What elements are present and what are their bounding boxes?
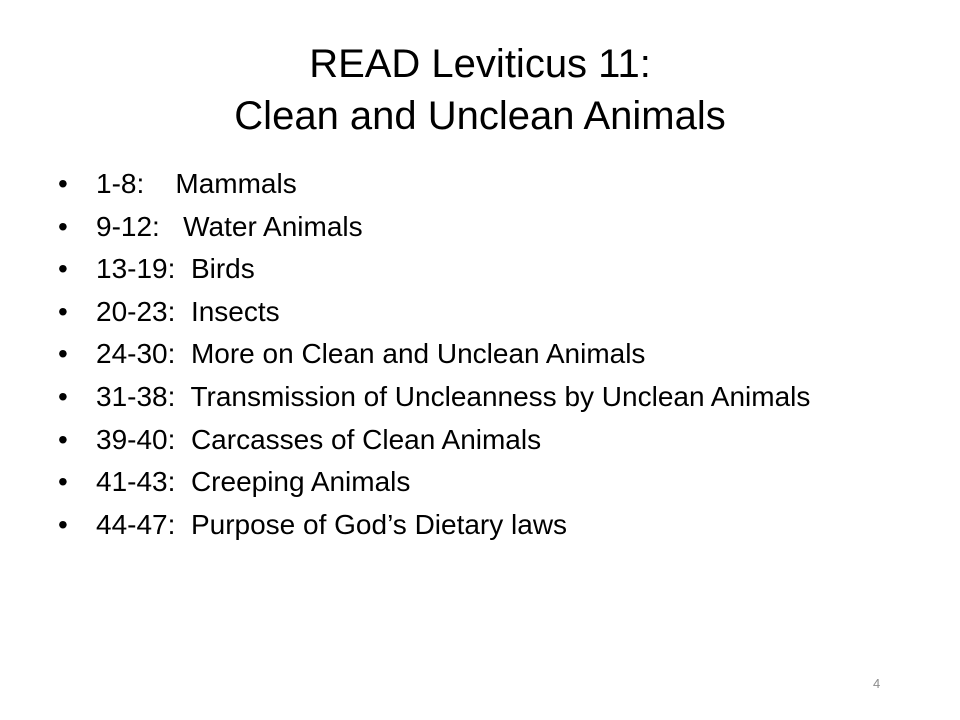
list-item-text: 24-30: More on Clean and Unclean Animals xyxy=(96,338,646,370)
slide-number: 4 xyxy=(873,676,881,691)
list-item-text: 39-40: Carcasses of Clean Animals xyxy=(96,423,542,455)
list-item xyxy=(58,168,898,199)
list-item-text: 41-43: Creeping Animals xyxy=(96,466,411,498)
bullet-icon: • xyxy=(58,295,68,327)
list-item-text: 31-38: Transmission of Uncleanness by Unclean Animals xyxy=(96,380,811,412)
list-item-text: 9-12: Water Animals xyxy=(96,210,363,242)
slide-title-line-1: READ Leviticus 11: xyxy=(309,42,651,86)
list-item-text: 13-19: Birds xyxy=(96,253,255,285)
bullet-icon: • xyxy=(58,466,68,498)
bullet-icon: • xyxy=(58,210,68,242)
bullet-icon: • xyxy=(58,508,68,540)
list-item xyxy=(58,381,898,412)
list-item xyxy=(58,509,898,540)
bullet-list xyxy=(58,168,898,551)
list-item xyxy=(58,338,898,369)
bullet-icon: • xyxy=(58,380,68,412)
bullet-icon: • xyxy=(58,338,68,370)
list-item-text: 1-8: Mammals xyxy=(96,168,297,199)
bullet-icon: • xyxy=(58,253,68,285)
slide-title xyxy=(60,38,900,142)
list-item xyxy=(58,296,898,327)
list-item xyxy=(58,211,898,242)
list-item xyxy=(58,253,898,284)
bullet-icon: • xyxy=(58,168,68,199)
list-item xyxy=(58,424,898,455)
slide-title-line-2: Clean and Unclean Animals xyxy=(234,94,726,138)
bullet-icon: • xyxy=(58,423,68,455)
list-item-text: 20-23: Insects xyxy=(96,295,280,327)
list-item xyxy=(58,466,898,497)
list-item-text: 44-47: Purpose of God’s Dietary laws xyxy=(96,508,568,540)
